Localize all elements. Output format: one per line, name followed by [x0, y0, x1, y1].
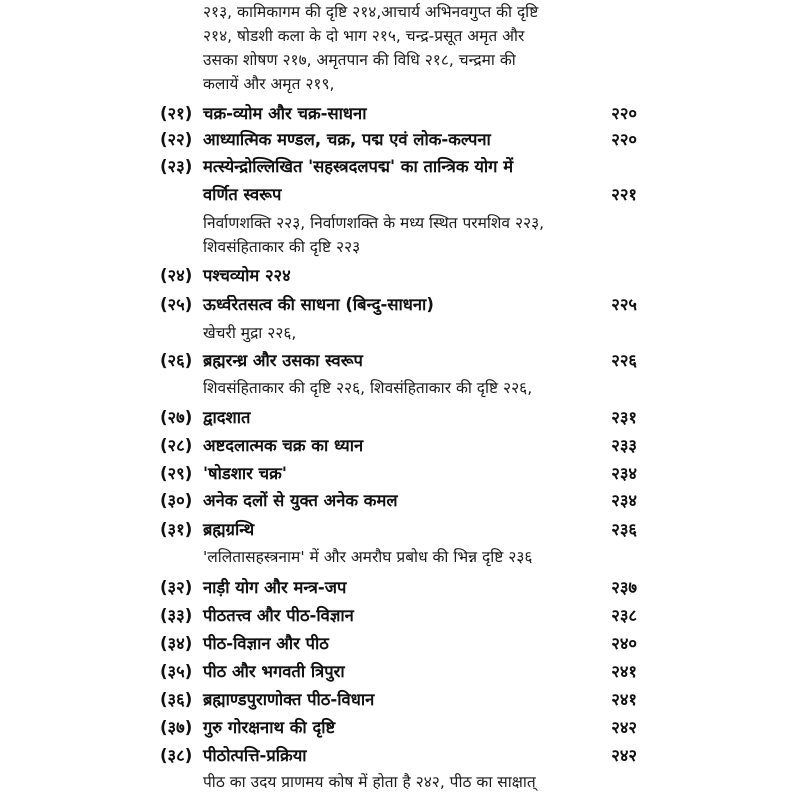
entry-number: (२६): [160, 351, 193, 370]
entry-subtopic: निर्वाणशक्ति २२३, निर्वाणशक्ति के मध्य स्थित परमशिव २२३,: [203, 214, 545, 232]
entry-number: (३८): [160, 746, 193, 765]
entry-title: अनेक दलों से युक्त अनेक कमल: [203, 491, 398, 510]
entry-page: २३४: [611, 464, 637, 483]
entry-title: चक्र-व्योम और चक्र-साधना: [203, 104, 367, 123]
entry-number: (३१): [160, 520, 193, 539]
entry-page: २३८: [611, 606, 637, 625]
entry-number: (२३): [160, 157, 193, 176]
entry-title: पीठोत्पत्ति-प्रक्रिया: [203, 746, 307, 765]
entry-number: (२९): [160, 464, 193, 483]
entry-page: २३३: [611, 436, 637, 455]
intro-line: कलायें और अमृत २१९,: [203, 75, 335, 93]
entry-page: २४२: [611, 718, 637, 737]
entry-number: (२५): [160, 295, 193, 314]
entry-subtopic: खेचरी मुद्रा २२६,: [203, 324, 297, 342]
entry-title: ब्रह्मरन्ध्र और उसका स्वरूप: [203, 351, 363, 370]
intro-line: २१३, कामिकागम की दृष्टि २१४,आचार्य अभिनवगुप्त की दृष्टि: [203, 3, 539, 21]
entry-title: द्वादशात: [203, 408, 251, 427]
entry-title: आध्यात्मिक मण्डल, चक्र, पद्म एवं लोक-कल्पना: [203, 130, 491, 149]
intro-line: २१४, षोडशी कला के दो भाग २१५, चन्द्र-प्रसूत अमृत और: [203, 27, 525, 45]
entry-title: ऊर्ध्वरेतसत्व की साधना (बिन्दु-साधना): [203, 295, 434, 314]
entry-number: (२२): [160, 130, 193, 149]
entry-page: २३६: [611, 520, 637, 539]
entry-number: (२७): [160, 408, 193, 427]
entry-title-continued: वर्णित स्वरूप: [203, 185, 282, 204]
entry-title: पीठ और भगवती त्रिपुरा: [203, 662, 345, 681]
entry-page: २४२: [611, 746, 637, 765]
entry-number: (२४): [160, 266, 193, 285]
entry-number: (३५): [160, 662, 193, 681]
entry-page: २२१: [611, 185, 637, 204]
entry-subtopic: शिवसंहिताकार की दृष्टि २२६, शिवसंहिताकार की दृष्टि २२६,: [203, 379, 533, 397]
entry-page: २४१: [611, 690, 637, 709]
entry-title: ब्रह्मग्रन्थि: [203, 520, 255, 539]
entry-number: (३०): [160, 491, 193, 510]
entry-title: 'षोडशार चक्र': [203, 464, 287, 483]
entry-page: २२५: [611, 295, 637, 314]
entry-number: (२१): [160, 104, 193, 123]
entry-number: (३६): [160, 690, 193, 709]
entry-title: पश्चव्योम २२४: [203, 266, 291, 285]
entry-number: (२८): [160, 436, 193, 455]
entry-title: अष्टदलात्मक चक्र का ध्यान: [203, 436, 364, 455]
entry-title: मत्स्येन्द्रोल्लिखित 'सहस्त्रदलपद्म' का तान्त्रिक योग में: [203, 157, 514, 176]
entry-subtopic: शिवसंहिताकार की दृष्टि २२३: [203, 238, 361, 256]
entry-number: (३७): [160, 718, 193, 737]
entry-page: २३७: [611, 578, 637, 597]
entry-number: (३२): [160, 578, 193, 597]
entry-page: २२६: [611, 351, 637, 370]
entry-page: २२०: [611, 104, 637, 123]
entry-page: २२०: [611, 130, 637, 149]
entry-subtopic: 'ललितासहस्त्रनाम' में और अमरौघ प्रबोध की भिन्न दृष्टि २३६: [203, 548, 533, 566]
entry-title: गुरु गोरक्षनाथ की दृष्टि: [203, 718, 336, 737]
entry-page: २३१: [611, 408, 637, 427]
entry-title: पीठतत्त्व और पीठ-विज्ञान: [203, 606, 354, 625]
entry-title: पीठ-विज्ञान और पीठ: [203, 634, 329, 653]
entry-page: २४१: [611, 662, 637, 681]
entry-number: (३४): [160, 634, 193, 653]
entry-title: नाड़ी योग और मन्त्र-जप: [203, 578, 347, 597]
entry-page: २४०: [611, 634, 637, 653]
entry-page: २३४: [611, 491, 637, 510]
intro-line: उसका शोषण २१७, अमृतपान की विधि २१८, चन्द्रमा की: [203, 51, 516, 69]
entry-number: (३३): [160, 606, 193, 625]
entry-subtopic: पीठ का उदय प्राणमय कोष में होता है २४२, पीठ का साक्षात्: [203, 773, 536, 791]
entry-title: ब्रह्माण्डपुराणोक्त पीठ-विधान: [203, 690, 375, 709]
